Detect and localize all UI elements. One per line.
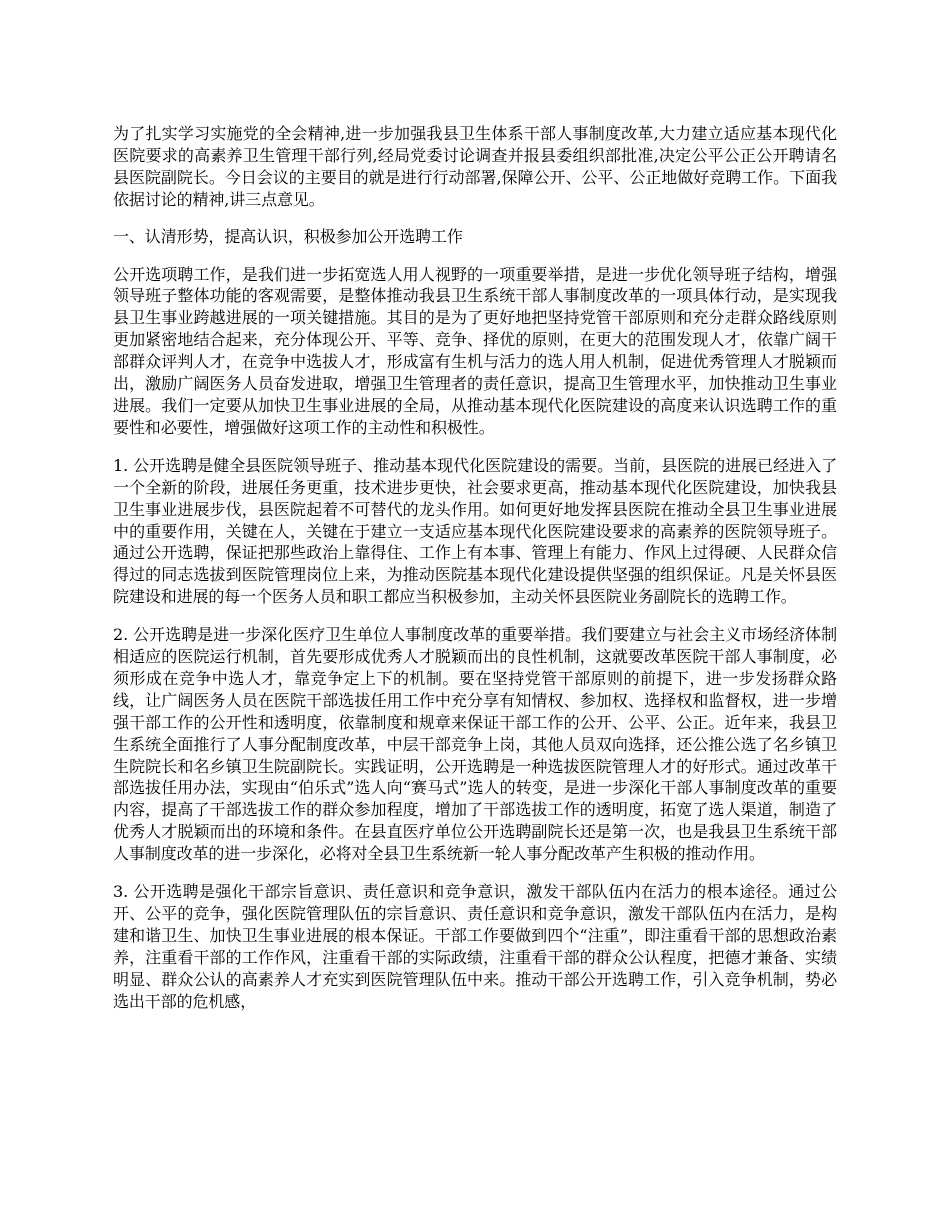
document-page — [113, 123, 837, 1029]
point-2-paragraph: 2. 公开选聘是进一步深化医疗卫生单位人事制度改革的重要举措。我们要建立与社会主义市场经济体制相适应的医院运行机制，首先要形成优秀人才脱颖而出的良性机制，这就要改革医院干部人事制度，必须形成在竞争中选人才，靠竞争定上下的机制。要在坚持党管干部原则的前提下，进一步发扬群众路线，让广阔医务人员在医院干部选拔任用工作中充分享有知情权、参加权、选择权和监督权，进一步增强干部工作的公开性和透明度，依靠制度和规章来保证干部工作的公开、公平、公正。近年来，我县卫生系统全面推行了人事分配制度改革，中层干部竞争上岗，其他人员双向选择，还公推公选了名乡镇卫生院院长和名乡镇卫生院副院长。实践证明，公开选聘是一种选拔医院管理人才的好形式。通过改革干部选拔任用办法，实现由“伯乐式”选人向“赛马式”选人的转变，是进一步深化干部人事制度改革的重要内容，提高了干部选拔工作的群众参加程度，增加了干部选拔工作的透明度，拓宽了选人渠道，制造了优秀人才脱颖而出的环境和条件。在县直医疗单位公开选聘副院长还是第一次，也是我县卫生系统干部人事制度改革的进一步深化，必将对全县卫生系统新一轮人事分配改革产生积极的推动作用。 — [113, 625, 837, 864]
section-heading: 一、认清形势，提高认识，积极参加公开选聘工作 — [113, 226, 463, 246]
section-body-paragraph: 公开选项聘工作，是我们进一步拓宽选人用人视野的一项重要举措，是进一步优化领导班子结构，增强领导班子整体功能的客观需要，是整体推动我县卫生系统干部人事制度改革的一项具体行动，是实现我县卫生事业跨越进展的一项关键措施。其目的是为了更好地把坚持党管干部原则和充分走群众路线原则更加紧密地结合起来，充分体现公开、平等、竞争、择优的原则，在更大的范围发现人才，依靠广阔干部群众评判人才，在竞争中选拔人才，形成富有生机与活力的选人用人机制，促进优秀管理人才脱颖而出，激励广阔医务人员奋发进取，增强卫生管理者的责任意识，提高卫生管理水平，加快推动卫生事业进展。我们一定要从加快卫生事业进展的全局，从推动基本现代化医院建设的高度来认识选聘工作的重要性和必要性，增强做好这项工作的主动性和积极性。 — [113, 264, 837, 437]
point-3-paragraph: 3. 公开选聘是强化干部宗旨意识、责任意识和竞争意识，激发干部队伍内在活力的根本途径。通过公开、公平的竞争，强化医院管理队伍的宗旨意识、责任意识和竞争意识，激发干部队伍内在活力，是构建和谐卫生、加快卫生事业进展的根本保证。干部工作要做到四个“注重”，即注重看干部的思想政治素养，注重看干部的工作作风，注重看干部的实际政绩，注重看干部的群众公认程度，把德才兼备、实绩明显、群众公认的高素养人才充实到医院管理队伍中来。推动干部公开选聘工作，引入竞争机制，势必选出干部的危机感， — [113, 882, 837, 1011]
intro-paragraph: 为了扎实学习实施党的全会精神,进一步加强我县卫生体系干部人事制度改革,大力建立适应基本现代化医院要求的高素养卫生管理干部行列,经局党委讨论调查并报县委组织部批准,决定公平公正公开聘请名县医院副院长。今日会议的主要目的就是进行行动部署,保障公开、公平、公正地做好竞聘工作。下面我依据讨论的精神,讲三点意见。 — [113, 124, 837, 209]
point-1-paragraph: 1. 公开选聘是健全县医院领导班子、推动基本现代化医院建设的需要。当前，县医院的进展已经进入了一个全新的阶段，进展任务更重，技术进步更快，社会要求更高，推动基本现代化医院建设，加快我县卫生事业进展步伐，县医院起着不可替代的龙头作用。如何更好地发挥县医院在推动全县卫生事业进展中的重要作用，关键在人，关键在于建立一支适应基本现代化医院建设要求的高素养的医院领导班子。通过公开选聘，保证把那些政治上靠得住、工作上有本事、管理上有能力、作风上过得硬、人民群众信得过的同志选拔到医院管理岗位上来，为推动医院基本现代化建设提供坚强的组织保证。凡是关怀县医院建设和进展的每一个医务人员和职工都应当积极参加，主动关怀县医院业务副院长的选聘工作。 — [113, 455, 837, 607]
